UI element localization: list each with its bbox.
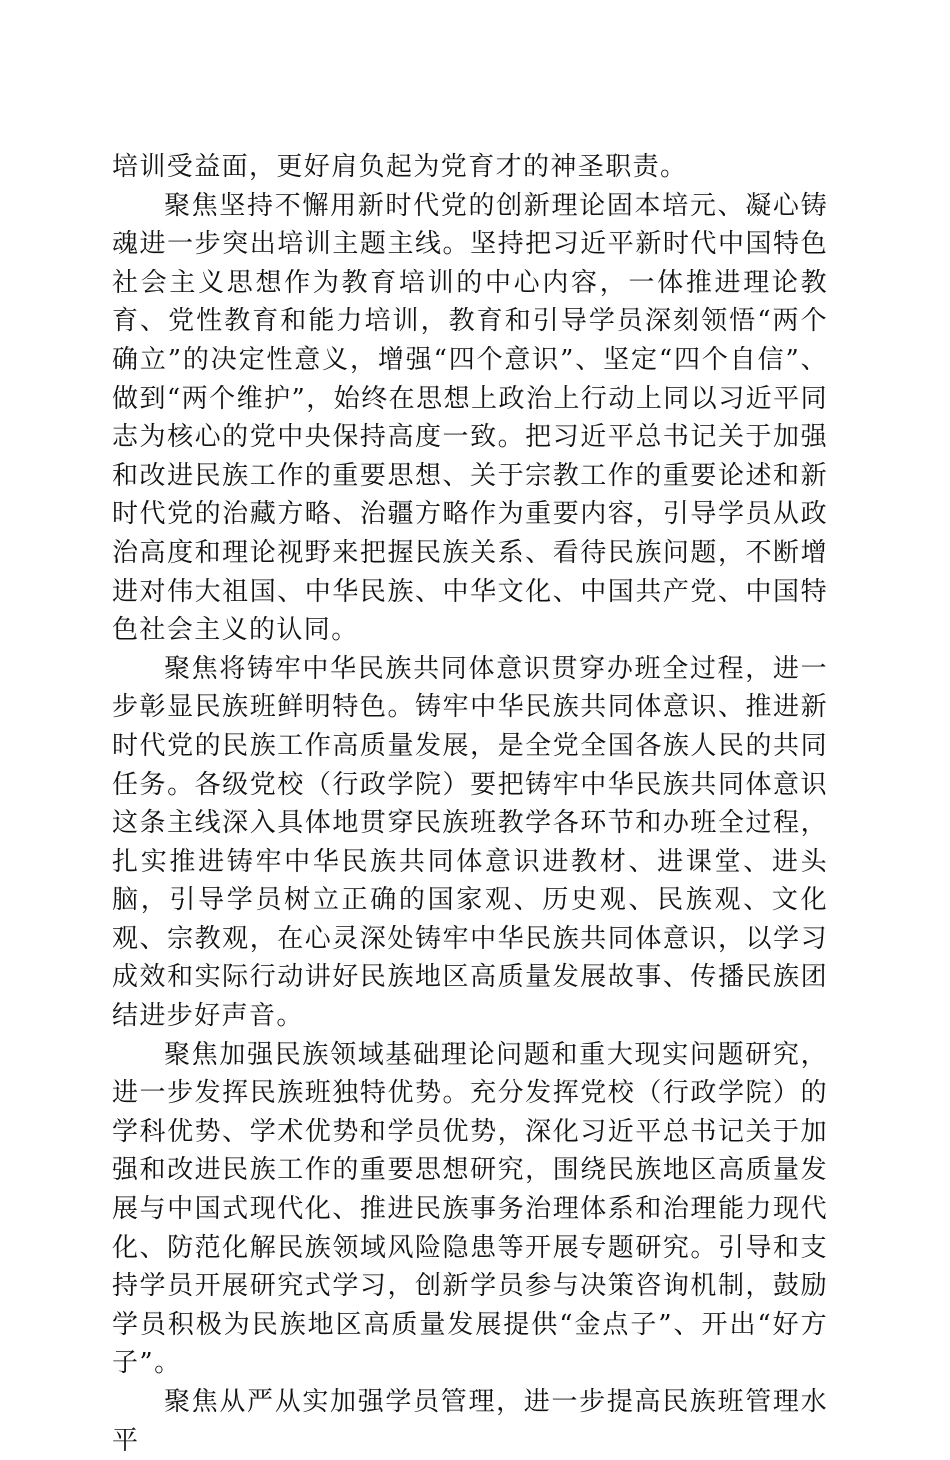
paragraph-community-consciousness: 聚焦将铸牢中华民族共同体意识贯穿办班全过程，进一步彰显民族班鲜明特色。铸牢中华民族共同体意识、推进新时代党的民族工作高质量发展，是全党全国各族人民的共同任务。各级党校（行政学院）要把铸牢中华民族共同体意识这条主线深入具体地贯穿民族班教学各环节和办班全过程，扎实推进铸牢中华民族共同体意识进教材、进课堂、进头脑，引导学员树立正确的国家观、历史观、民族观、文化观、宗教观，在心灵深处铸牢中华民族共同体意识，以学习成效和实际行动讲好民族地区高质量发展故事、传播民族团结进步好声音。: [112, 653, 828, 1032]
paragraph-theory-mainline: 聚焦坚持不懈用新时代党的创新理论固本培元、凝心铸魂进一步突出培训主题主线。坚持把习近平新时代中国特色社会主义思想作为教育培训的中心内容，一体推进理论教育、党性教育和能力培训，教育和引导学员深刻领悟“两个确立”的决定性意义，增强“四个意识”、坚定“四个自信”、做到“两个维护”，始终在思想上政治上行动上同以习近平同志为核心的党中央保持高度一致。把习近平总书记关于加强和改进民族工作的重要思想、关于宗教工作的重要论述和新时代党的治藏方略、治疆方略作为重要内容，引导学员从政治高度和理论视野来把握民族关系、看待民族问题，不断增进对伟大祖国、中华民族、中华文化、中国共产党、中国特色社会主义的认同。: [112, 190, 828, 646]
paragraph-research-advantage: 聚焦加强民族领域基础理论问题和重大现实问题研究，进一步发挥民族班独特优势。充分发挥党校（行政学院）的学科优势、学术优势和学员优势，深化习近平总书记关于加强和改进民族工作的重要思想研究，围绕民族地区高质量发展与中国式现代化、推进民族事务治理体系和治理能力现代化、防范化解民族领域风险隐患等开展专题研究。引导和支持学员开展研究式学习，创新学员参与决策咨询机制，鼓励学员积极为民族地区高质量发展提供“金点子”、开出“好方子”。: [112, 1039, 828, 1379]
paragraph-continuation: 培训受益面，更好肩负起为党育才的神圣职责。: [112, 152, 688, 182]
document-body: [112, 148, 828, 1460]
paragraph-student-management: 聚焦从严从实加强学员管理，进一步提高民族班管理水平: [112, 1387, 828, 1456]
